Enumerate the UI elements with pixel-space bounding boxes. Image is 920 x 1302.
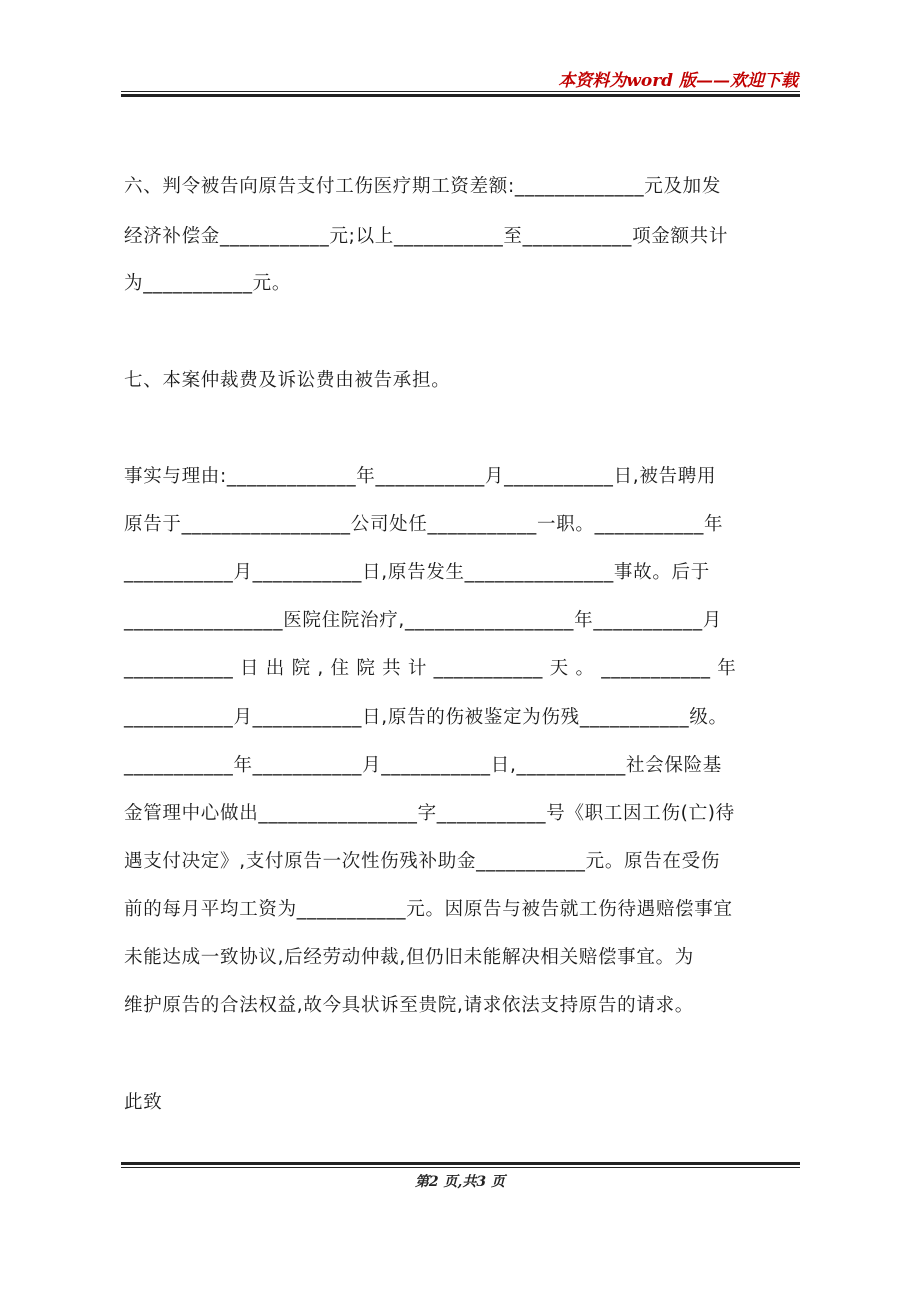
footer-rule-thick bbox=[121, 1162, 800, 1165]
closing-text: 此致 bbox=[124, 1092, 163, 1113]
facts-line-5: ___________ 日 出 院 , 住 院 共 计 ___________ 天 。 ___________ 年 bbox=[124, 658, 737, 679]
paragraph-six-line-3: 为___________元。 bbox=[124, 273, 292, 294]
facts-line-10: 前的每月平均工资为___________元。因原告与被告就工伤待遇赔偿事宜 bbox=[124, 899, 733, 920]
page-number: 第2 页,共3 页 bbox=[414, 1174, 506, 1190]
facts-line-7: ___________年___________月___________日,___________社会保险基 bbox=[124, 755, 722, 776]
facts-line-11: 未能达成一致协议,后经劳动仲裁,但仍旧未能解决相关赔偿事宜。为 bbox=[124, 947, 694, 968]
paragraph-six-line-1: 六、判令被告向原告支付工伤医疗期工资差额:_____________元及加发 bbox=[124, 176, 722, 197]
facts-line-9: 遇支付决定》,支付原告一次性伤残补助金___________元。原告在受伤 bbox=[124, 851, 721, 872]
footer-rule-thin bbox=[121, 1167, 800, 1168]
facts-line-1: 事实与理由:_____________年___________月___________日,被告聘用 bbox=[124, 466, 717, 487]
facts-line-2: 原告于_________________公司处任___________一职。___________年 bbox=[124, 514, 724, 535]
facts-line-8: 金管理中心做出________________字___________号《职工因工伤(亡)待 bbox=[124, 803, 735, 824]
header-banner: 本资料为word 版——欢迎下载 bbox=[558, 71, 798, 91]
paragraph-six-line-2: 经济补偿金___________元;以上___________至___________项金额共计 bbox=[124, 226, 729, 247]
header-rule-thick bbox=[121, 94, 800, 97]
header-rule-thin bbox=[121, 91, 800, 92]
facts-line-12: 维护原告的合法权益,故今具状诉至贵院,请求依法支持原告的请求。 bbox=[124, 995, 694, 1016]
facts-line-6: ___________月___________日,原告的伤被鉴定为伤残___________级。 bbox=[124, 707, 728, 728]
facts-line-3: ___________月___________日,原告发生_______________事故。后于 bbox=[124, 562, 710, 583]
paragraph-seven: 七、本案仲裁费及诉讼费由被告承担。 bbox=[124, 370, 451, 391]
facts-line-4: ________________医院住院治疗,_________________年___________月 bbox=[124, 610, 722, 631]
